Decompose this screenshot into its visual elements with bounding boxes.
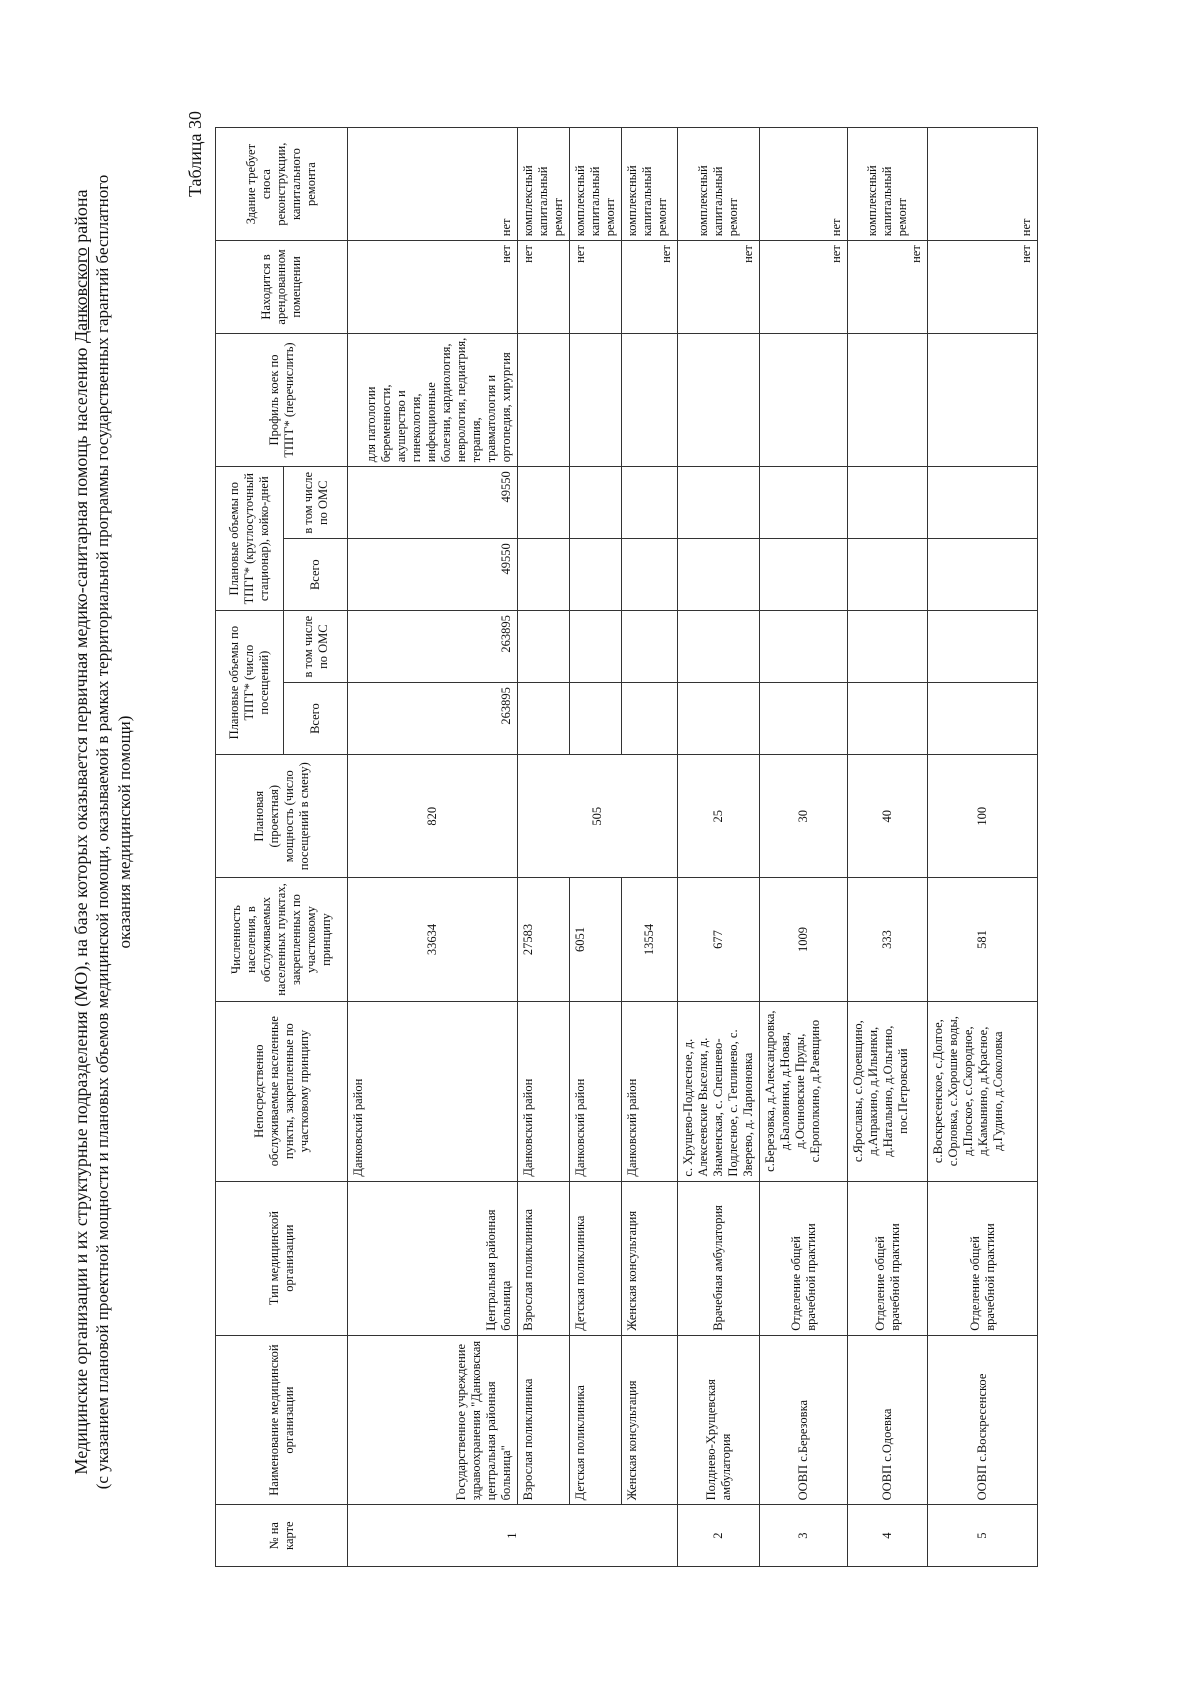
row-1b-type: Детская поликлиника bbox=[570, 1181, 622, 1335]
row-1-visits-total: 263895 bbox=[348, 683, 518, 755]
table-row bbox=[518, 128, 570, 1567]
row-4-building: комплексный капитальный ремонт bbox=[848, 128, 928, 241]
header-building: Здание требует сноса реконструкции, капитального ремонта bbox=[216, 128, 348, 241]
row-2-type: Врачебная амбулатория bbox=[678, 1181, 760, 1335]
row-1b-rented: нет bbox=[570, 241, 622, 334]
row-1a-capacity: 505 bbox=[518, 755, 678, 878]
row-2-capacity: 25 bbox=[678, 755, 760, 878]
row-5-building: нет bbox=[928, 128, 1038, 241]
header-population: Численность населения, в обслуживаемых населенных пунктах, закрепленных по участковому принципу bbox=[216, 878, 348, 1001]
row-1-type: Центральная районная больница bbox=[348, 1181, 518, 1335]
row-1b-name: Детская поликлиника bbox=[570, 1335, 622, 1505]
table-row bbox=[760, 128, 848, 1567]
row-5-served: с.Воскресенское, с.Долгое, с.Орловка, с.Хорошие воды, д.Плоское, с.Скородное, д.Камынино, д.Красное, д.Гудино, д.Соколовка bbox=[928, 1001, 1038, 1181]
row-2-num: 2 bbox=[678, 1505, 760, 1567]
row-4-name: ООВП с.Одоевка bbox=[848, 1335, 928, 1505]
row-3-building: нет bbox=[760, 128, 848, 241]
row-2-served: с. Хрущево-Подлесное, д. Алексеевские Выселки, д. Знаменская, с. Спешнево-Подлесное, с. Теплинево, с. Зверево, д. Ларионовка bbox=[678, 1001, 760, 1181]
table-row bbox=[928, 128, 1038, 1567]
row-2-building: комплексный капитальный ремонт bbox=[678, 128, 760, 241]
header-name: Наименование медицинской организации bbox=[216, 1335, 348, 1505]
row-5-num: 5 bbox=[928, 1505, 1038, 1567]
header-served: Непосредственно обслуживаемые населенные пункты, закрепленные по участковому принципу bbox=[216, 1001, 348, 1181]
row-1c-population: 13554 bbox=[622, 878, 678, 1001]
row-1-beds-oms: 49550 bbox=[348, 467, 518, 539]
title-line-3: оказания медицинской помощи) bbox=[115, 715, 134, 949]
row-1a-rented: нет bbox=[518, 241, 570, 334]
header-row-1 bbox=[216, 128, 284, 1567]
row-1-rented: нет bbox=[348, 241, 518, 334]
row-1b-served: Данковский район bbox=[570, 1001, 622, 1181]
table-number: Таблица 30 bbox=[185, 111, 205, 197]
row-1-building: нет bbox=[348, 128, 518, 241]
row-1-served: Данковский район bbox=[348, 1001, 518, 1181]
row-4-num: 4 bbox=[848, 1505, 928, 1567]
row-2-name: Полднево-Хрущевская амбулатория bbox=[678, 1335, 760, 1505]
row-1b-population: 6051 bbox=[570, 878, 622, 1001]
row-5-name: ООВП с.Воскресенское bbox=[928, 1335, 1038, 1505]
row-4-population: 333 bbox=[848, 878, 928, 1001]
row-3-population: 1009 bbox=[760, 878, 848, 1001]
row-3-type: Отделение общей врачебной практики bbox=[760, 1181, 848, 1335]
row-2-rented: нет bbox=[678, 241, 760, 334]
row-4-capacity: 40 bbox=[848, 755, 928, 878]
row-1-visits-oms: 263895 bbox=[348, 611, 518, 683]
header-capacity: Плановая (проектная) мощность (число посещений в смену) bbox=[216, 755, 348, 878]
row-3-num: 3 bbox=[760, 1505, 848, 1567]
row-1-capacity: 820 bbox=[348, 755, 518, 878]
row-5-rented: нет bbox=[928, 241, 1038, 334]
row-1c-building: комплексный капитальный ремонт bbox=[622, 128, 678, 241]
row-1-num: 1 bbox=[348, 1505, 678, 1567]
row-4-type: Отделение общей врачебной практики bbox=[848, 1181, 928, 1335]
row-1-population: 33634 bbox=[348, 878, 518, 1001]
row-3-name: ООВП с.Березовка bbox=[760, 1335, 848, 1505]
header-beds-oms: в том числе по ОМС bbox=[284, 467, 348, 539]
row-3-rented: нет bbox=[760, 241, 848, 334]
row-5-capacity: 100 bbox=[928, 755, 1038, 878]
medical-organizations-table bbox=[215, 127, 1038, 1567]
row-1-name: Государственное учреждение здравоохранения "Данковская центральная районная больница" bbox=[348, 1335, 518, 1505]
row-1a-served: Данковский район bbox=[518, 1001, 570, 1181]
row-1a-building: комплексный капитальный ремонт bbox=[518, 128, 570, 241]
header-num: № на карте bbox=[216, 1505, 348, 1567]
row-1c-served: Данковский район bbox=[622, 1001, 678, 1181]
title-line-1: Медицинские организации и их структурные подразделения (МО), на базе которых оказывается первичная медико-санитарная помощь населению Данковского района bbox=[71, 189, 91, 1475]
table-row bbox=[678, 128, 760, 1567]
row-1-beds-total: 49550 bbox=[348, 539, 518, 611]
header-bed-profile: Профиль коек по ТПГГ* (перечислить) bbox=[216, 333, 348, 467]
header-type: Тип медицинской организации bbox=[216, 1181, 348, 1335]
row-3-served: с.Березовка, д.Александровка, д.Баловинки, д.Новая, д.Осиновские Пруды, с.Ерополкино, д.Раевщино bbox=[760, 1001, 848, 1181]
row-4-rented: нет bbox=[848, 241, 928, 334]
header-rented: Находится в арендованном помещении bbox=[216, 241, 348, 334]
row-1c-name: Женская консультация bbox=[622, 1335, 678, 1505]
row-4-served: с.Ярославы, с.Одоевщино, д.Апракино, д.Ильинки, д.Натальино, д.Ольгино, пос.Петровский bbox=[848, 1001, 928, 1181]
row-1b-building: комплексный капитальный ремонт bbox=[570, 128, 622, 241]
table-row bbox=[848, 128, 928, 1567]
row-1a-population: 27583 bbox=[518, 878, 570, 1001]
row-2-population: 677 bbox=[678, 878, 760, 1001]
row-5-population: 581 bbox=[928, 878, 1038, 1001]
row-1a-name: Взрослая поликлиника bbox=[518, 1335, 570, 1505]
district-name: Данковского bbox=[71, 247, 91, 344]
document-header bbox=[70, 97, 136, 1567]
header-beds-group: Плановые объемы по ТПГГ* (круглосуточный стационар), койко-дней bbox=[216, 467, 284, 611]
row-1c-type: Женская консультация bbox=[622, 1181, 678, 1335]
header-beds-total: Всего bbox=[284, 539, 348, 611]
row-1-bed-profile: для патологии беременности, акушерство и гинекология, инфекционные болезни, кардиология, неврология, педиатрия, терапия, травматология и ортопедия, хирургия bbox=[348, 333, 518, 467]
title-line-2: (с указанием плановой проектной мощности и плановых объемов медицинской помощи, оказываемой в рамках территориальной программы государственных гарантий бесплатного bbox=[93, 174, 112, 1490]
row-3-capacity: 30 bbox=[760, 755, 848, 878]
header-visits-total: Всего bbox=[284, 683, 348, 755]
header-visits-oms: в том числе по ОМС bbox=[284, 611, 348, 683]
header-visits-group: Плановые объемы по ТПГГ* (число посещений) bbox=[216, 611, 284, 755]
row-5-type: Отделение общей врачебной практики bbox=[928, 1181, 1038, 1335]
table-row bbox=[348, 128, 518, 1567]
row-1c-rented: нет bbox=[622, 241, 678, 334]
row-1a-type: Взрослая поликлиника bbox=[518, 1181, 570, 1335]
